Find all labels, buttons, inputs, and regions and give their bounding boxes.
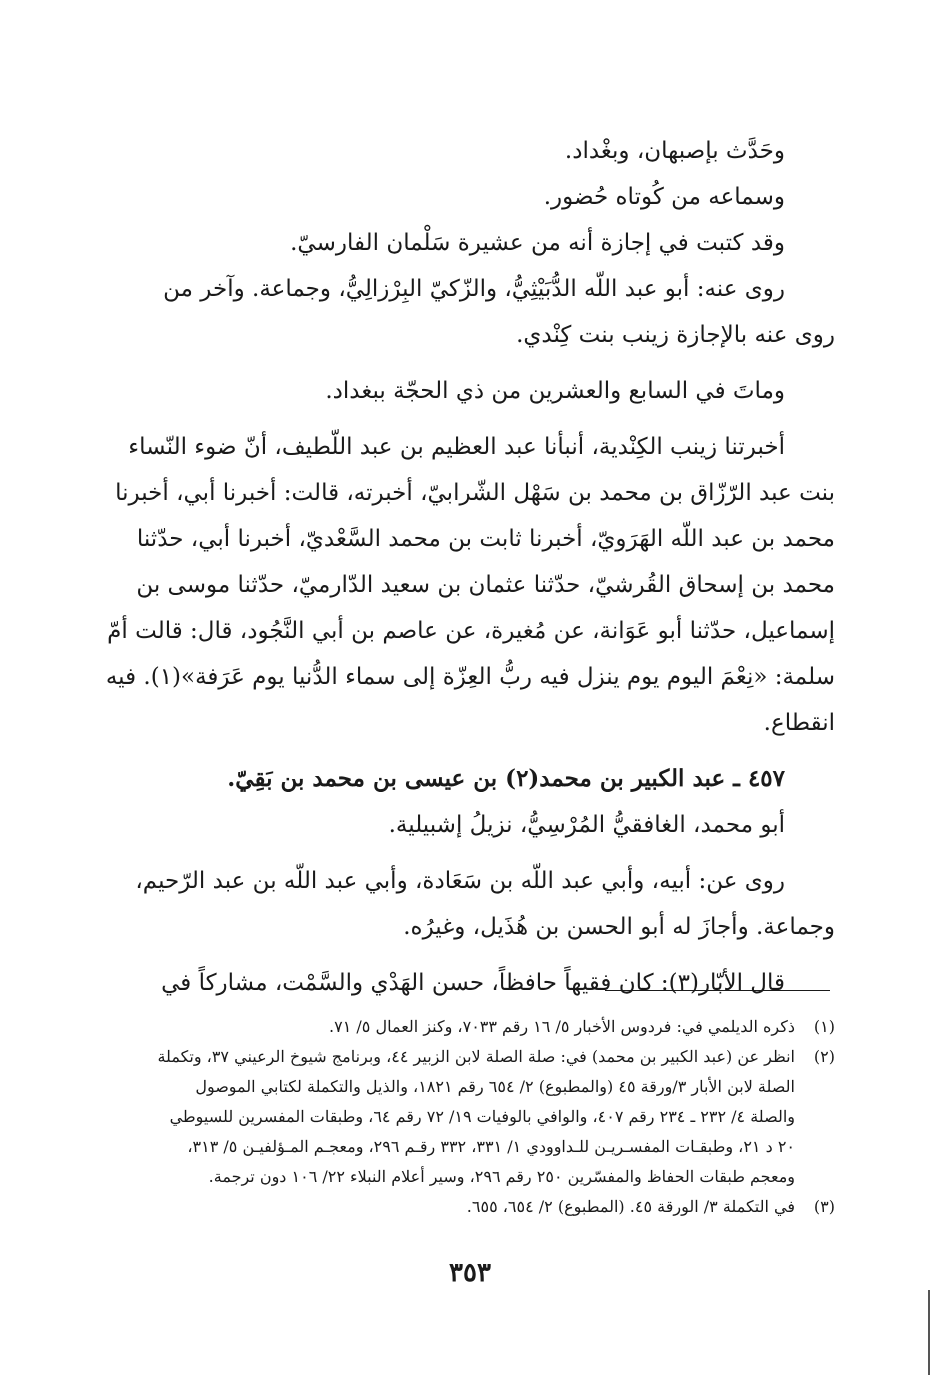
page-edge-mark (928, 1290, 930, 1375)
footnote-separator (605, 990, 830, 991)
text-line: بنت عبد الرّزّاق بن محمد بن سَهْل الشّرابيّ، أخبرته، قالت: أخبرنا أبي، أخبرنا (115, 480, 835, 506)
footnote-number: (١) (813, 1017, 835, 1036)
text-line: روى عن: أبيه، وأبي عبد اللّه بن سَعَادة، وأبي عبد اللّه بن عبد الرّحيم، (135, 868, 785, 894)
entry-heading: ٤٥٧ ـ عبد الكبير بن محمد(٢) بن عيسى بن محمد بن بَقِيّ. (227, 765, 785, 792)
main-text (105, 128, 835, 1006)
text-line: سلمة: «نِعْمَ اليوم يوم ينزل فيه ربُّ العِزّة إلى سماء الدُّنيا يوم عَرَفة»(١). فيه (105, 664, 835, 690)
text-line: وسماعه من كُوتاه حُضور. (543, 184, 785, 210)
footnote-3 (105, 1192, 835, 1222)
page-number: ٣٥٣ (449, 1258, 491, 1288)
footnote-2-continued: ومعجم طبقات الحفاظ والمفسّرين ٢٥٠ رقم ٢٩٦، وسير أعلام النبلاء ٢٢/ ١٠٦ دون ترجمة. (208, 1167, 795, 1186)
text-line: قال الأبّار(٣): كان فقيهاً حافظاً، حسن الهَدْي والسَّمْت، مشاركاً في (161, 970, 785, 996)
text-line: وحَدَّث بإصبهان، وبغْداد. (564, 138, 785, 164)
text-line: روى عنه: أبو عبد اللّه الدُّبَيْثِيُّ، والزّكيّ البِرْزالِيُّ، وجماعة. وآخر من (163, 276, 785, 302)
footnotes (105, 1012, 835, 1222)
footnote-text: انظر عن (عبد الكبير بن محمد) في: صلة الصلة لابن الزبير ٤٤، وبرنامج شيوخ الرعيني ٣٧، وتكملة (157, 1047, 795, 1066)
footnote-1 (105, 1012, 835, 1042)
text-line: أخبرتنا زينب الكِنْدية، أنبأنا عبد العظيم بن عبد اللّطيف، أنّ ضوء النّساء (128, 434, 785, 460)
text-line: إسماعيل، حدّثنا أبو عَوَانة، عن مُغيرة، عن عاصم بن أبي النَّجُود، قال: قالت أمّ (107, 618, 835, 644)
text-line: وجماعة. وأجازَ له أبو الحسن بن هُذَيل، وغيرُه. (403, 914, 835, 940)
footnote-number: (٢) (813, 1047, 835, 1066)
text-line: وقد كتبت في إجازة أنه من عشيرة سَلْمان الفارسيّ. (290, 230, 785, 256)
text-line: وماتَ في السابع والعشرين من ذي الحجّة ببغداد. (325, 378, 785, 404)
footnote-2-continued: الصلة لابن الأبار ٣/ورقة ٤٥ (والمطبوع) ٢/ ٦٥٤ رقم ١٨٢١، والذيل والتكملة لكتابي الموصول (195, 1077, 795, 1096)
footnote-number: (٣) (813, 1197, 835, 1216)
footnote-2-continued: والصلة ٤/ ٢٣٢ ـ ٢٣٤ رقم ٤٠٧، والوافي بالوفيات ١٩/ ٧٢ رقم ٦٤، وطبقات المفسرين للسيوطي (169, 1107, 795, 1126)
text-line: انقطاع. (763, 710, 835, 736)
footnote-text: ذكره الديلمي في: فردوس الأخبار ٥/ ١٦ رقم ٧٠٣٣، وكنز العمال ٥/ ٧١. (329, 1017, 795, 1036)
footnote-2 (105, 1042, 835, 1072)
footnote-text: في التكملة ٣/ الورقة ٤٥. (المطبوع) ٢/ ٦٥٤، ٦٥٥. (466, 1197, 795, 1216)
text-line: محمد بن إسحاق القُرشيّ، حدّثنا عثمان بن سعيد الدّارميّ، حدّثنا موسى بن (136, 572, 835, 598)
text-line: أبو محمد، الغافقيُّ المُرْسِيُّ، نزيلُ إشبيلية. (388, 812, 785, 838)
text-line: محمد بن عبد اللّه الهَرَويّ، أخبرنا ثابت بن محمد السَّعْديّ، أخبرنا أبي، حدّثنا (136, 526, 835, 552)
text-line: روى عنه بالإجازة زينب بنت كِنْدي. (516, 322, 835, 348)
footnote-2-continued: ٢٠ د ٢١، وطبقـات المفسـريـن للـداوودي ١/ ٣٣١، ٣٣٢ رقـم ٢٩٦، ومعجـم المـؤلفيـن ٥/ ٣١٣، (187, 1137, 795, 1156)
